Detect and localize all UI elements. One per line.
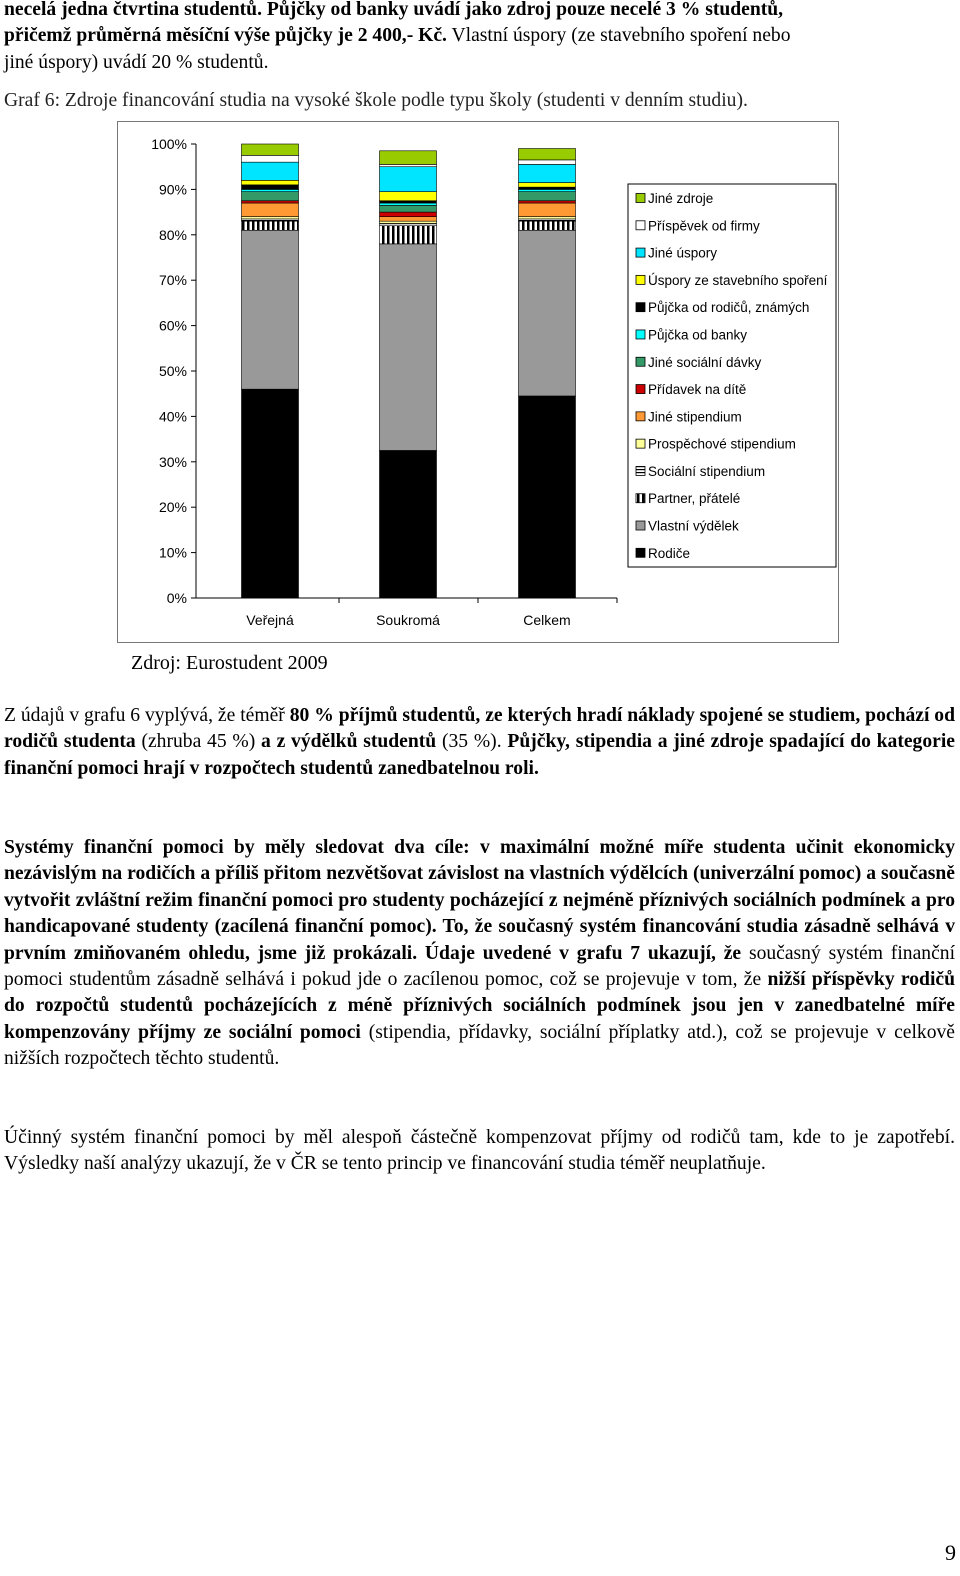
bar-segment (519, 221, 576, 230)
paragraph-2 (4, 835, 955, 1073)
legend-swatch (636, 548, 645, 557)
bar-segment (380, 221, 437, 223)
page-number: 9 (945, 1540, 956, 1565)
bar-segment (519, 192, 576, 201)
p2-text-1: současný systém finanční pomoci studentům zásadně selhává i pokud jde o zacílenou pomoc, což se projevuje v tom, že (4, 942, 956, 991)
bar-segment (380, 212, 437, 217)
legend-label: Půjčka od banky (648, 327, 748, 343)
legend-label: Rodiče (648, 545, 691, 561)
bar-segment (242, 144, 299, 155)
bar-segment (519, 230, 576, 396)
legend-label: Úspory ze stavebního spoření (648, 272, 828, 288)
y-tick-label: 30% (158, 453, 187, 470)
bar-segment (519, 201, 576, 203)
legend-swatch (636, 466, 645, 475)
bar-segment (519, 149, 576, 160)
bar-segment (242, 180, 299, 185)
bar-segment (380, 192, 437, 201)
y-tick-label: 80% (158, 226, 187, 243)
legend-label: Jiné úspory (648, 245, 718, 261)
legend-label: Jiné stipendium (648, 409, 742, 425)
bar-segment (519, 187, 576, 189)
bar-segment (242, 189, 299, 191)
p1-bold-1: 80 % příjmů studentů, ze kterých hradí náklady spojené se studiem, pochází od rodičů studenta (4, 705, 956, 753)
legend-label: Sociální stipendium (648, 463, 766, 479)
legend-label: Jiné sociální dávky (648, 354, 762, 370)
bar-segment (242, 219, 299, 221)
p2-bold-1: Systémy finanční pomoci by měly sledovat dva cíle: v maximální možné míře studenta učinit ekonomicky nezávislým na rodičích a příliš přitom nezvětšovat závislost na vlastních výdělcích (univerzální pomoc) a současně vytvořit zvláštní režim finanční pomoci pro studenty pocházející z nejméně příznivých sociálních podmínek a pro handicapované studenty (zacílená finanční pomoc). To, že současný systém financování studia zásadně selhává v prvním zmiňovaném ohledu, jsme již prokázali. Údaje uvedené v grafu 7 ukazují, že (4, 837, 955, 964)
bar-segment (380, 226, 437, 244)
y-tick-label: 10% (158, 544, 187, 561)
legend-label: Prospěchové stipendium (648, 436, 796, 452)
bar-segment (242, 185, 299, 190)
bar-segment (380, 205, 437, 212)
bar-segment (380, 201, 437, 203)
bar-segment (242, 192, 299, 201)
legend-swatch (636, 385, 645, 394)
bar-segment (519, 164, 576, 182)
bar-segment (519, 219, 576, 221)
bar-segment (242, 230, 299, 389)
paragraph-1 (4, 703, 955, 782)
bar-segment (242, 221, 299, 230)
p2-text-2: (stipendia, přídavky, sociální příplatky atd.), což se projevuje v celkově nižších rozpočtech těchto studentů. (4, 1021, 955, 1070)
bar-segment (380, 244, 437, 451)
legend-swatch (636, 439, 645, 448)
bar-segment (519, 217, 576, 219)
y-tick-label: 50% (158, 363, 187, 379)
top-paragraph (4, 0, 955, 76)
y-tick-label: 70% (158, 272, 187, 289)
legend-box (628, 184, 836, 567)
bar-segment (242, 389, 299, 598)
p1-bold-3: Půjčky, stipendia a jiné zdroje spadající do kategorie finanční pomoci hrají v rozpočtech studentů zanedbatelnou roli. (4, 731, 955, 779)
bar-segment (519, 396, 576, 598)
legend-swatch (636, 248, 645, 257)
chart-bars (242, 144, 576, 598)
legend-swatch (636, 412, 645, 421)
bar-segment (380, 217, 437, 222)
legend-swatch (636, 330, 645, 339)
legend-swatch (636, 221, 645, 230)
bar-segment (519, 189, 576, 191)
figure-source: Zdroj: Eurostudent 2009 (131, 652, 328, 674)
legend-swatch (636, 194, 645, 203)
y-tick-label: 0% (166, 590, 187, 606)
legend-swatch (636, 303, 645, 312)
bar-segment (519, 183, 576, 188)
legend-label: Jiné zdroje (648, 191, 714, 206)
legend-swatch (636, 275, 645, 284)
paragraph-3: Účinný systém finanční pomoci by měl alespoň částečně kompenzovat příjmy od rodičů tam, kde to je zapotřebí. Výsledky naší analýzy ukazují, že v ČR se tento princip ve financování studia téměř neuplatňuje. (4, 1127, 955, 1175)
x-category-label: Celkem (523, 612, 571, 628)
y-tick-label: 100% (151, 136, 187, 152)
legend-label: Půjčka od rodičů, známých (648, 300, 810, 316)
stacked-bar-chart (117, 121, 839, 643)
figure-caption: Graf 6: Zdroje financování studia na vysoké škole podle typu školy (studenti v denním studiu). (4, 90, 748, 111)
bar-segment (519, 203, 576, 217)
top-line-2-bold: přičemž průměrná měsíční výše půjčky je 2 400,- Kč. (4, 25, 447, 47)
chart-legend (628, 184, 836, 567)
bar-segment (380, 167, 437, 192)
x-category-label: Soukromá (376, 612, 440, 628)
p2-bold-2: nižší příspěvky rodičů do rozpočtů studentů pocházejících z méně příznivých sociálních podmínek jsou jen v zanedbatelné míře kompenzovány příjmy ze sociální pomoci (4, 969, 955, 1043)
legend-label: Vlastní výdělek (648, 518, 739, 534)
bar-segment (519, 160, 576, 165)
bar-segment (380, 164, 437, 166)
p1-text-1: Z údajů v grafu 6 vyplývá, že téměř (4, 705, 290, 726)
y-tick-label: 20% (158, 499, 187, 516)
bar-segment (242, 203, 299, 217)
top-line-2-normal: Vlastní úspory (ze stavebního spoření nebo (446, 25, 791, 47)
legend-swatch (636, 521, 645, 530)
bar-segment (242, 217, 299, 219)
bar-segment (242, 162, 299, 180)
legend-label: Partner, přátelé (648, 491, 741, 507)
top-line-1-bold: necelá jedna čtvrtina studentů. Půjčky od banky uvádí jako zdroj pouze necelé 3 % studentů, (4, 0, 784, 20)
bar-segment (380, 223, 437, 225)
legend-label: Příspěvek od firmy (648, 218, 760, 234)
y-tick-label: 60% (158, 317, 187, 334)
bar-segment (380, 151, 437, 165)
p1-text-3: (35 %). (436, 731, 508, 753)
p1-bold-2: a z výdělků studentů (261, 731, 437, 753)
bar-segment (380, 203, 437, 205)
y-tick-label: 90% (158, 181, 187, 198)
bar-segment (242, 201, 299, 203)
y-tick-label: 40% (158, 408, 187, 425)
bar-segment (242, 155, 299, 162)
legend-swatch (636, 494, 645, 503)
p1-text-2: (zhruba 45 %) (135, 731, 262, 753)
bar-segment (380, 450, 437, 598)
legend-label: Přídavek na dítě (648, 382, 747, 398)
top-line-3-normal: jiné úspory) uvádí 20 % studentů. (4, 51, 269, 73)
x-category-label: Veřejná (246, 612, 294, 628)
legend-swatch (636, 357, 645, 366)
